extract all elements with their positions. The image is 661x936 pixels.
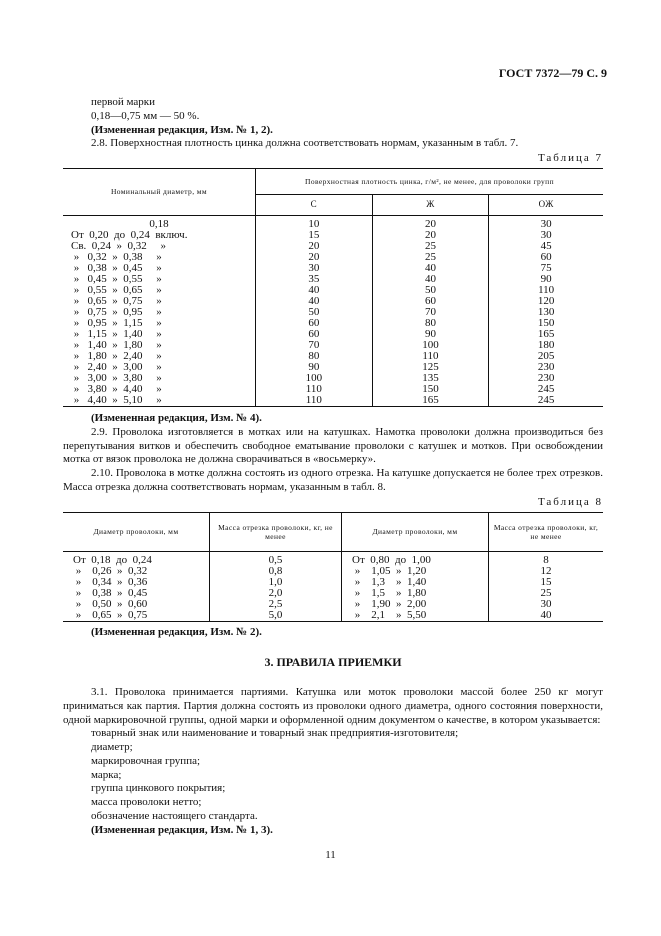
table-cell: 20	[256, 252, 373, 263]
table-cell: 245	[537, 394, 555, 406]
edit-note-wrap	[63, 626, 603, 640]
table-header-diameter: Номинальный диаметр, мм	[63, 169, 256, 216]
edit-note: (Измененная редакция, Изм. № 1, 3).	[91, 823, 273, 836]
table-cell: 30	[540, 229, 552, 241]
table-cell: 90	[256, 362, 373, 373]
table-cell: 60	[372, 296, 489, 307]
table-cell: 130	[537, 306, 555, 318]
table-row	[63, 216, 603, 231]
table-cell: 230	[537, 372, 555, 384]
table-7-body	[63, 216, 603, 407]
table-header-mass: Масса отрезка проволоки, кг, не менее	[493, 522, 599, 541]
table-cell: 135	[372, 373, 489, 384]
table-cell: 40	[256, 296, 373, 307]
table-cell: 165	[537, 328, 555, 340]
table-caption: Таблица 8	[537, 496, 603, 508]
table-cell: 25	[540, 587, 552, 599]
table-cell: 60	[256, 329, 373, 340]
middle-text	[63, 412, 603, 495]
table-cell: » 0,75 » 0,95 »	[63, 307, 256, 318]
table-cell: » 0,50 » 0,60	[63, 599, 210, 610]
table-header-group-c: С	[256, 195, 373, 216]
page-header: ГОСТ 7372—79 С. 9	[498, 66, 607, 80]
table-cell: 30	[540, 598, 552, 610]
table-cell: » 0,95 » 1,15 »	[63, 318, 256, 329]
table-cell: 40	[372, 263, 489, 274]
list-item: группа цинкового покрытия;	[91, 782, 226, 795]
top-text	[63, 96, 603, 151]
table-cell: 35	[256, 274, 373, 285]
list-item: маркировочная группа;	[91, 754, 201, 767]
table-header-group-zh: Ж	[372, 195, 489, 216]
page-number: 11	[325, 849, 336, 861]
table-caption: Таблица 7	[537, 152, 603, 164]
table-cell: 40	[372, 274, 489, 285]
table-cell: 150	[372, 384, 489, 395]
table-cell: » 4,40 » 5,10 »	[63, 395, 256, 407]
table-cell: 110	[372, 351, 489, 362]
text-line: первой марки	[91, 96, 156, 108]
table-cell: » 1,5 » 1,80	[342, 588, 489, 599]
table-cell: » 0,65 » 0,75	[63, 610, 210, 622]
edit-note: (Измененная редакция, Изм. № 2).	[91, 626, 262, 638]
table-cell: 40	[256, 285, 373, 296]
table-cell: 30	[256, 263, 373, 274]
text-line: 0,18—0,75 мм — 50 %.	[91, 109, 200, 122]
table-cell: » 1,15 » 1,40 »	[63, 329, 256, 340]
table-8-body	[63, 552, 603, 622]
table-header-mass: Масса отрезка проволоки, кг, не менее	[210, 513, 342, 552]
table-cell: 0,5	[210, 552, 342, 567]
table-cell: 110	[256, 384, 373, 395]
table-row	[63, 610, 603, 622]
table-cell: 5,0	[210, 610, 342, 622]
paragraph-2-9: 2.9. Проволока изготовляется в мотках или на катушках. Намотка проволоки должна производиться без перепутывания витков и обеспечить свободное ематывание проволоки с катушек и мотков. При освобождении мотка от вязок проволока не должна сворачиваться в «восьмерку».	[63, 425, 603, 466]
table-cell: » 3,80 » 4,40 »	[63, 384, 256, 395]
table-cell: 45	[540, 240, 552, 252]
table-cell: 150	[537, 317, 555, 329]
table-cell: » 0,38 » 0,45	[63, 588, 210, 599]
section-title-wrap	[63, 655, 603, 670]
table8-caption-wrap	[63, 496, 603, 510]
table-cell: 2,5	[210, 599, 342, 610]
table-cell: » 0,38 » 0,45 »	[63, 263, 256, 274]
table-header-diameter: Диаметр проволоки, мм	[342, 513, 489, 552]
list-item: марка;	[91, 768, 122, 781]
edit-note: (Измененная редакция, Изм. № 1, 2).	[91, 123, 273, 136]
table-cell: » 2,40 » 3,00 »	[63, 362, 256, 373]
table-cell: 230	[537, 361, 555, 373]
table-cell: 60	[256, 318, 373, 329]
table-cell: » 1,80 » 2,40 »	[63, 351, 256, 362]
table-cell: 80	[256, 351, 373, 362]
table-cell: 165	[372, 395, 489, 407]
table-7	[63, 168, 603, 407]
table-cell: 15	[540, 576, 552, 588]
table-cell: 8	[543, 554, 549, 566]
table-cell: 2,0	[210, 588, 342, 599]
table-cell: 90	[540, 273, 552, 285]
table-cell: » 0,45 » 0,55 »	[63, 274, 256, 285]
table-header-diameter: Диаметр проволоки, мм	[63, 513, 210, 552]
table-cell: » 1,90 » 2,00	[342, 599, 489, 610]
table-cell: » 1,3 » 1,40	[342, 577, 489, 588]
table-cell: 245	[537, 383, 555, 395]
table-header-group-ozh: ОЖ	[538, 199, 554, 210]
table-cell: От 0,18 до 0,24	[63, 552, 210, 567]
table-cell: 20	[372, 216, 489, 231]
table-cell: 180	[537, 339, 555, 351]
bottom-text	[63, 686, 603, 837]
table-cell: » 0,65 » 0,75 »	[63, 296, 256, 307]
list-item: диаметр;	[91, 741, 133, 753]
table-cell: » 1,40 » 1,80 »	[63, 340, 256, 351]
edit-note: (Измененная редакция, Изм. № 4).	[91, 412, 262, 424]
table-row	[63, 552, 603, 567]
table-cell: 80	[372, 318, 489, 329]
table-row	[63, 395, 603, 407]
table-cell: 70	[256, 340, 373, 351]
table-cell: 0,18	[63, 216, 256, 231]
table-cell: 15	[256, 230, 373, 241]
table-cell: От 0,20 до 0,24 включ.	[63, 230, 256, 241]
table-cell: 125	[372, 362, 489, 373]
table-cell: 50	[256, 307, 373, 318]
table-cell: 10	[256, 216, 373, 231]
table-cell: 30	[540, 218, 552, 230]
table-cell: 0,8	[210, 566, 342, 577]
table-cell: 25	[372, 252, 489, 263]
table-cell: От 0,80 до 1,00	[342, 552, 489, 567]
table-8	[63, 512, 603, 622]
table-cell: 20	[372, 230, 489, 241]
table-cell: 110	[256, 395, 373, 407]
table-cell: » 3,00 » 3,80 »	[63, 373, 256, 384]
table-cell: 110	[538, 284, 555, 296]
table-cell: 205	[537, 350, 555, 362]
table-cell: » 2,1 » 5,50	[342, 610, 489, 622]
table-cell: » 0,26 » 0,32	[63, 566, 210, 577]
table-cell: 100	[256, 373, 373, 384]
table-cell: 12	[540, 565, 552, 577]
paragraph-2-8: 2.8. Поверхностная плотность цинка должна соответствовать нормам, указанным в табл. 7.	[91, 137, 519, 150]
section-title: 3. ПРАВИЛА ПРИЕМКИ	[264, 655, 402, 669]
table7-wrap	[63, 168, 603, 407]
table-cell: Св. 0,24 » 0,32 »	[63, 241, 256, 252]
table-cell: 60	[540, 251, 552, 263]
table8-wrap	[63, 512, 603, 622]
table-cell: 20	[256, 241, 373, 252]
table-cell: 25	[372, 241, 489, 252]
table-cell: 75	[540, 262, 552, 274]
table-header-density: Поверхностная плотность цинка, г/м², не менее, для проволоки групп	[256, 169, 604, 195]
table-cell: 120	[537, 295, 555, 307]
table-cell: 40	[540, 609, 552, 621]
table-cell: » 0,55 » 0,65 »	[63, 285, 256, 296]
table-cell: 100	[372, 340, 489, 351]
table-cell: » 0,32 » 0,38 »	[63, 252, 256, 263]
paragraph-2-10: 2.10. Проволока в мотке должна состоять из одного отрезка. На катушке допускается не более трех отрезков. Масса отрезка должна соответствовать нормам, указанным в табл. 8.	[63, 467, 603, 493]
table-cell: 50	[372, 285, 489, 296]
table-cell: » 1,05 » 1,20	[342, 566, 489, 577]
list-item: товарный знак или наименование и товарный знак предприятия-изготовителя;	[91, 727, 459, 740]
table-cell: » 0,34 » 0,36	[63, 577, 210, 588]
requirements-list	[63, 727, 603, 823]
table-cell: 1,0	[210, 577, 342, 588]
list-item: обозначение настоящего стандарта.	[91, 809, 258, 822]
table-cell: 90	[372, 329, 489, 340]
paragraph-3-1: 3.1. Проволока принимается партиями. Катушка или моток проволоки массой более 250 кг могут приниматься как партия. Партия должна состоять из проволоки одного диаметра, одного состояния поверхности, одной маркировочной группы, одной марки и оформленной одним документом о качестве, в котором указывается:	[63, 686, 603, 726]
list-item: масса проволоки нетто;	[91, 796, 202, 808]
table-cell: 70	[372, 307, 489, 318]
table7-caption-wrap	[63, 152, 603, 166]
